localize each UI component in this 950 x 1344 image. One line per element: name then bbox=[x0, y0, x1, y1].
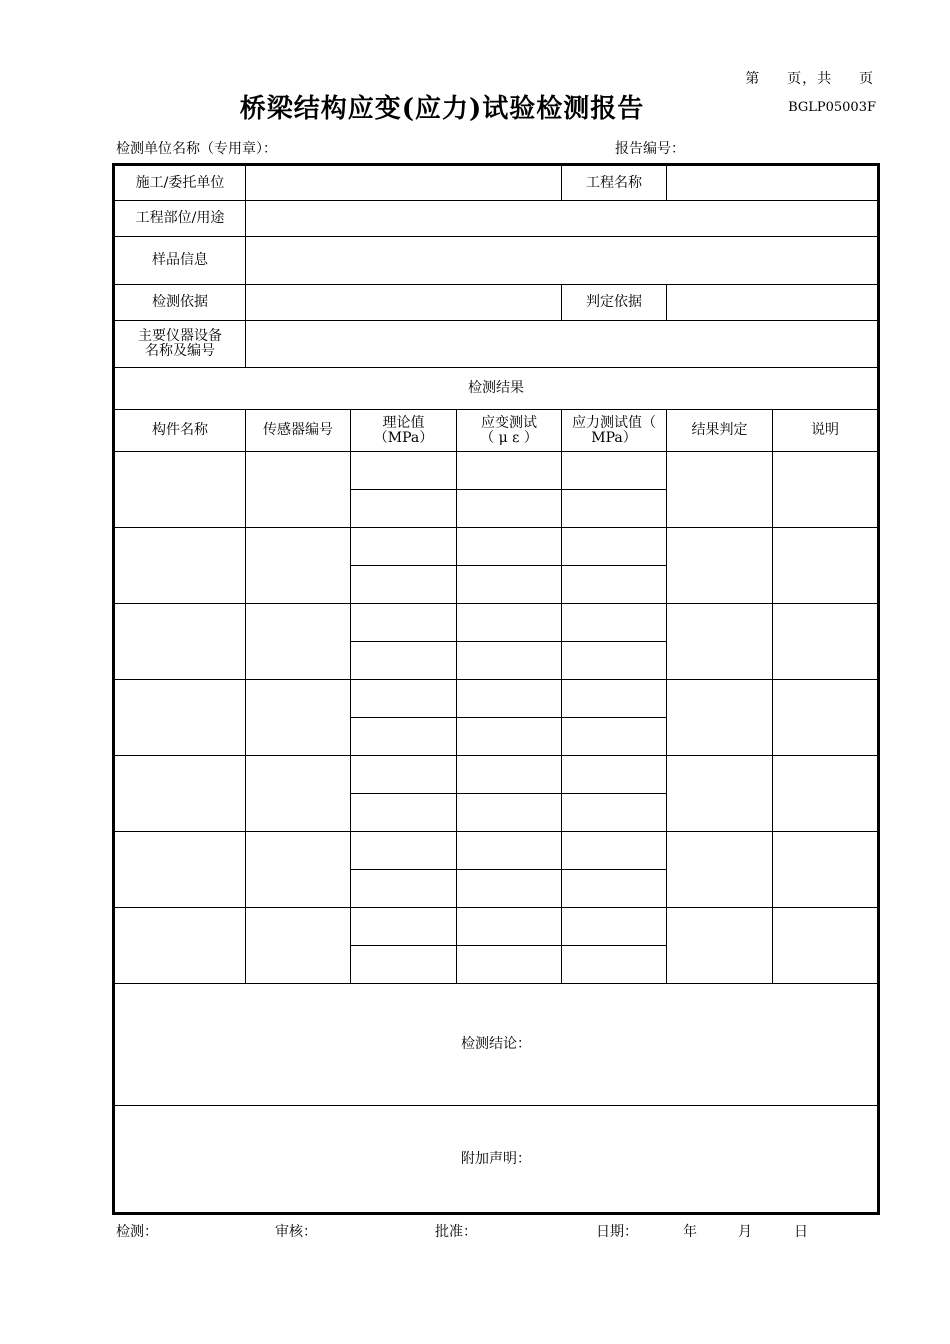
report-number-label: 报告编号： bbox=[615, 141, 685, 157]
table-row bbox=[114, 756, 879, 794]
component-cell[interactable] bbox=[114, 832, 246, 908]
page-label: 第 bbox=[745, 71, 761, 87]
report-form bbox=[112, 163, 880, 1215]
statement-row bbox=[114, 1106, 879, 1214]
stress-cell[interactable] bbox=[562, 870, 667, 908]
judgement-cell[interactable] bbox=[667, 680, 773, 756]
total-unit-label: 页 bbox=[859, 71, 874, 87]
judgement-cell[interactable] bbox=[667, 452, 773, 528]
stress-cell[interactable] bbox=[562, 908, 667, 946]
stress-cell[interactable] bbox=[562, 642, 667, 680]
statement-field[interactable] bbox=[114, 1106, 879, 1214]
client-label: 施工/委托单位 bbox=[114, 165, 246, 201]
judgement-cell[interactable] bbox=[667, 528, 773, 604]
sensor-cell[interactable] bbox=[246, 528, 351, 604]
reviewer-label: 审核： bbox=[275, 1224, 317, 1240]
col-strain bbox=[457, 410, 562, 452]
stress-cell[interactable] bbox=[562, 832, 667, 870]
col-theory bbox=[351, 410, 457, 452]
strain-cell[interactable] bbox=[457, 718, 562, 756]
sample-row bbox=[114, 237, 879, 285]
location-field[interactable] bbox=[246, 201, 879, 237]
theory-cell[interactable] bbox=[351, 680, 457, 718]
stress-cell[interactable] bbox=[562, 604, 667, 642]
table-row bbox=[114, 832, 879, 870]
testing-unit-label: 检测单位名称（专用章）： bbox=[116, 141, 277, 157]
stress-cell[interactable] bbox=[562, 794, 667, 832]
instrument-label-line1: 主要仪器设备 bbox=[138, 328, 222, 345]
sensor-cell[interactable] bbox=[246, 604, 351, 680]
instrument-field[interactable] bbox=[246, 321, 879, 368]
conclusion-row bbox=[114, 984, 879, 1106]
col-strain-line2: （ μ ε ） bbox=[480, 429, 538, 446]
judge-basis-label: 判定依据 bbox=[562, 285, 667, 321]
stress-cell[interactable] bbox=[562, 452, 667, 490]
col-theory-line1: 理论值 bbox=[382, 414, 425, 431]
project-name-field[interactable] bbox=[667, 165, 879, 201]
client-row bbox=[114, 165, 879, 201]
component-cell[interactable] bbox=[114, 680, 246, 756]
sensor-cell[interactable] bbox=[246, 756, 351, 832]
table-row bbox=[114, 452, 879, 490]
theory-cell[interactable] bbox=[351, 908, 457, 946]
statement-label: 附加声明： bbox=[461, 1150, 531, 1167]
note-cell[interactable] bbox=[773, 604, 879, 680]
date-label: 日期： bbox=[596, 1224, 638, 1240]
client-field[interactable] bbox=[246, 165, 562, 201]
col-judgement: 结果判定 bbox=[667, 410, 773, 452]
col-stress-line1: 应力测试值（ bbox=[572, 414, 657, 431]
theory-cell[interactable] bbox=[351, 718, 457, 756]
judgement-cell[interactable] bbox=[667, 604, 773, 680]
col-sensor: 传感器编号 bbox=[246, 410, 351, 452]
strain-cell[interactable] bbox=[457, 490, 562, 528]
col-component: 构件名称 bbox=[114, 410, 246, 452]
basis-field[interactable] bbox=[246, 285, 562, 321]
sample-label: 样品信息 bbox=[114, 237, 246, 285]
note-cell[interactable] bbox=[773, 832, 879, 908]
strain-cell[interactable] bbox=[457, 946, 562, 984]
strain-cell[interactable] bbox=[457, 680, 562, 718]
conclusion-field[interactable] bbox=[114, 984, 879, 1106]
sensor-cell[interactable] bbox=[246, 452, 351, 528]
page-unit-label: 页，共 bbox=[787, 71, 833, 87]
component-cell[interactable] bbox=[114, 756, 246, 832]
sensor-cell[interactable] bbox=[246, 908, 351, 984]
judge-basis-field[interactable] bbox=[667, 285, 879, 321]
col-stress-line2: MPa） bbox=[591, 429, 637, 446]
stress-cell[interactable] bbox=[562, 946, 667, 984]
table-row bbox=[114, 528, 879, 566]
theory-cell[interactable] bbox=[351, 794, 457, 832]
strain-cell[interactable] bbox=[457, 870, 562, 908]
project-name-label: 工程名称 bbox=[562, 165, 667, 201]
component-cell[interactable] bbox=[114, 452, 246, 528]
basis-row bbox=[114, 285, 879, 321]
month-label: 月 bbox=[738, 1224, 752, 1240]
note-cell[interactable] bbox=[773, 756, 879, 832]
theory-cell[interactable] bbox=[351, 604, 457, 642]
note-cell[interactable] bbox=[773, 528, 879, 604]
approver-label: 批准： bbox=[435, 1224, 477, 1240]
results-title: 检测结果 bbox=[114, 368, 879, 410]
theory-cell[interactable] bbox=[351, 756, 457, 794]
strain-cell[interactable] bbox=[457, 528, 562, 566]
page-indicator bbox=[745, 68, 874, 88]
note-cell[interactable] bbox=[773, 452, 879, 528]
strain-cell[interactable] bbox=[457, 756, 562, 794]
form-code: BGLP05003F bbox=[788, 100, 876, 115]
strain-cell[interactable] bbox=[457, 908, 562, 946]
sample-field[interactable] bbox=[246, 237, 879, 285]
stress-cell[interactable] bbox=[562, 566, 667, 604]
theory-cell[interactable] bbox=[351, 566, 457, 604]
strain-cell[interactable] bbox=[457, 604, 562, 642]
sensor-cell[interactable] bbox=[246, 832, 351, 908]
theory-cell[interactable] bbox=[351, 642, 457, 680]
theory-cell[interactable] bbox=[351, 490, 457, 528]
stress-cell[interactable] bbox=[562, 680, 667, 718]
component-cell[interactable] bbox=[114, 908, 246, 984]
day-label: 日 bbox=[794, 1224, 808, 1240]
col-theory-line2: （MPa） bbox=[373, 429, 434, 446]
location-row bbox=[114, 201, 879, 237]
strain-cell[interactable] bbox=[457, 566, 562, 604]
note-cell[interactable] bbox=[773, 908, 879, 984]
conclusion-label: 检测结论： bbox=[461, 1036, 531, 1053]
results-header-row bbox=[114, 410, 879, 452]
theory-cell[interactable] bbox=[351, 832, 457, 870]
results-title-row bbox=[114, 368, 879, 410]
table-row bbox=[114, 604, 879, 642]
instrument-label-line2: 名称及编号 bbox=[145, 343, 215, 359]
stress-cell[interactable] bbox=[562, 490, 667, 528]
instrument-row bbox=[114, 321, 879, 368]
note-cell[interactable] bbox=[773, 680, 879, 756]
sensor-cell[interactable] bbox=[246, 680, 351, 756]
stress-cell[interactable] bbox=[562, 756, 667, 794]
report-title: 桥梁结构应变(应力)试验检测报告 bbox=[239, 94, 645, 124]
judgement-cell[interactable] bbox=[667, 908, 773, 984]
year-label: 年 bbox=[683, 1224, 697, 1240]
tester-label: 检测： bbox=[116, 1224, 158, 1240]
theory-cell[interactable] bbox=[351, 452, 457, 490]
col-note: 说明 bbox=[773, 410, 879, 452]
table-row bbox=[114, 908, 879, 946]
component-cell[interactable] bbox=[114, 528, 246, 604]
theory-cell[interactable] bbox=[351, 870, 457, 908]
location-label: 工程部位/用途 bbox=[114, 201, 246, 237]
stress-cell[interactable] bbox=[562, 528, 667, 566]
strain-cell[interactable] bbox=[457, 794, 562, 832]
col-stress bbox=[562, 410, 667, 452]
col-strain-line1: 应变测试 bbox=[481, 414, 537, 431]
strain-cell[interactable] bbox=[457, 832, 562, 870]
instrument-label bbox=[114, 321, 246, 368]
basis-label: 检测依据 bbox=[114, 285, 246, 321]
judgement-cell[interactable] bbox=[667, 832, 773, 908]
strain-cell[interactable] bbox=[457, 452, 562, 490]
strain-cell[interactable] bbox=[457, 642, 562, 680]
table-row bbox=[114, 680, 879, 718]
theory-cell[interactable] bbox=[351, 946, 457, 984]
stress-cell[interactable] bbox=[562, 718, 667, 756]
component-cell[interactable] bbox=[114, 604, 246, 680]
judgement-cell[interactable] bbox=[667, 756, 773, 832]
theory-cell[interactable] bbox=[351, 528, 457, 566]
